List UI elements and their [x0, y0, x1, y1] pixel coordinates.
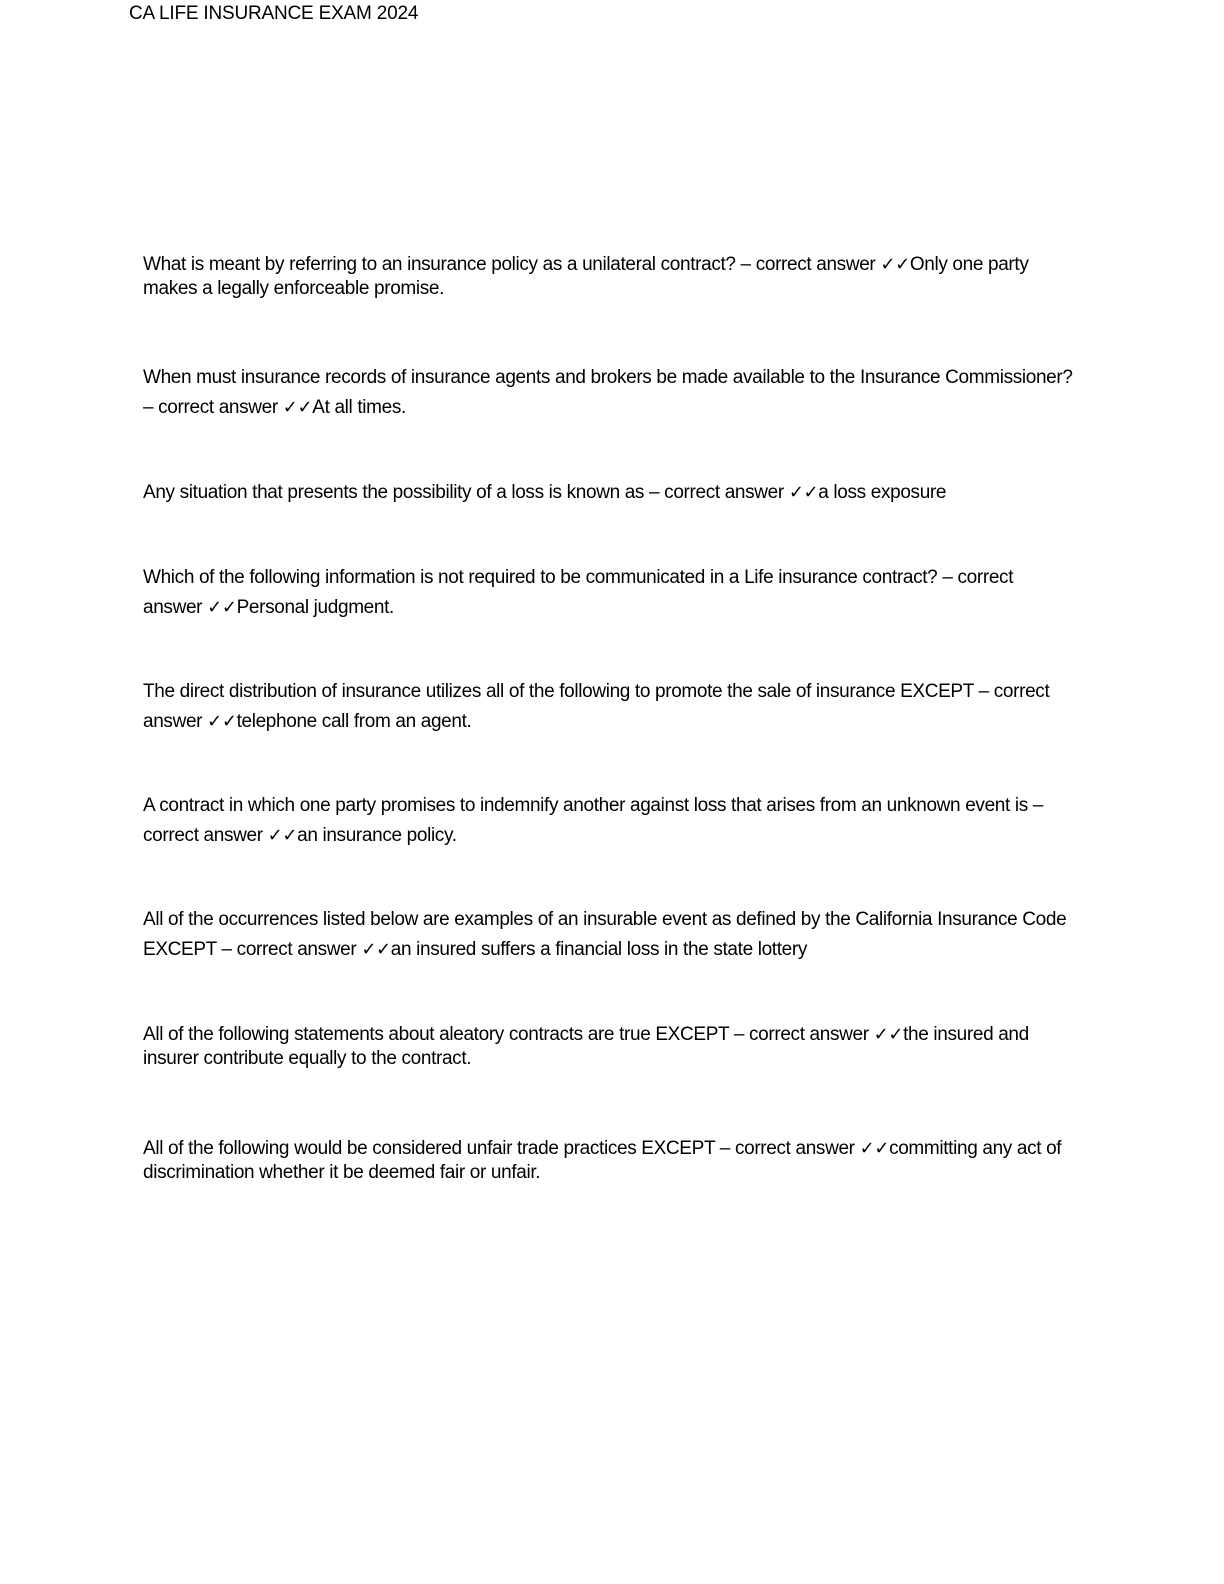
check-mark-icon: ✓✓ [267, 825, 298, 846]
answer-text: Only one party makes a legally enforceable promise. [143, 254, 1029, 299]
answer-label: correct answer [143, 567, 1014, 618]
answer-text: the insured and insurer contribute equally to the contract. [143, 1024, 1029, 1069]
question-text: All of the occurrences listed below are examples of an insurable event as defined by the California Insurance Code EXCEPT – [143, 909, 1067, 960]
answer-label: correct answer [236, 939, 357, 960]
check-mark-icon: ✓✓ [361, 939, 391, 960]
answer-text: Personal judgment. [236, 597, 394, 618]
answer-label: correct answer [158, 397, 278, 418]
qa-item [143, 905, 1073, 965]
question-text: When must insurance records of insurance agents and brokers be made available to the Insurance Commissioner? – [143, 367, 1073, 418]
check-mark-icon: ✓✓ [207, 597, 237, 618]
qa-item [143, 563, 1073, 623]
answer-text: a loss exposure [818, 482, 947, 503]
qa-item [143, 478, 1073, 508]
qa-item [143, 253, 1073, 301]
answer-text: telephone call from an agent. [236, 711, 472, 732]
answer-text: committing any act of discrimination whether it be deemed fair or unfair. [143, 1138, 1062, 1183]
answer-label: correct answer [749, 1024, 869, 1045]
check-mark-icon: ✓✓ [207, 711, 237, 732]
question-text: Any situation that presents the possibility of a loss is known as – [143, 482, 660, 503]
qa-item [143, 1023, 1073, 1071]
question-text: The direct distribution of insurance utilizes all of the following to promote the sale of insurance EXCEPT – [143, 681, 989, 702]
answer-text: At all times. [312, 397, 406, 418]
qa-item [143, 1137, 1073, 1185]
question-text: A contract in which one party promises to indemnify another against loss that arises from an unknown event is – [143, 795, 1044, 816]
check-mark-icon: ✓✓ [788, 482, 819, 503]
answer-label: correct answer [755, 254, 876, 275]
qa-item [143, 677, 1073, 737]
answer-label: correct answer [734, 1138, 855, 1159]
question-text: Which of the following information is not required to be communicated in a Life insurance contract? – [143, 567, 953, 588]
check-mark-icon: ✓✓ [282, 397, 313, 418]
question-text: What is meant by referring to an insurance policy as a unilateral contract? – [143, 254, 751, 275]
answer-text: an insurance policy. [297, 825, 457, 846]
qa-item [143, 791, 1073, 851]
answer-text: an insured suffers a financial loss in the state lottery [390, 939, 808, 960]
check-mark-icon: ✓✓ [880, 254, 910, 275]
answer-label: correct answer [143, 681, 1050, 732]
answer-label: correct answer [143, 825, 263, 846]
answer-label: correct answer [664, 482, 784, 503]
question-text: All of the following would be considered unfair trade practices EXCEPT – [143, 1138, 731, 1159]
page-header: CA LIFE INSURANCE EXAM 2024 [129, 3, 419, 24]
question-text: All of the following statements about aleatory contracts are true EXCEPT – [143, 1024, 745, 1045]
qa-item [143, 363, 1073, 423]
check-mark-icon: ✓✓ [859, 1138, 890, 1159]
check-mark-icon: ✓✓ [873, 1024, 904, 1045]
